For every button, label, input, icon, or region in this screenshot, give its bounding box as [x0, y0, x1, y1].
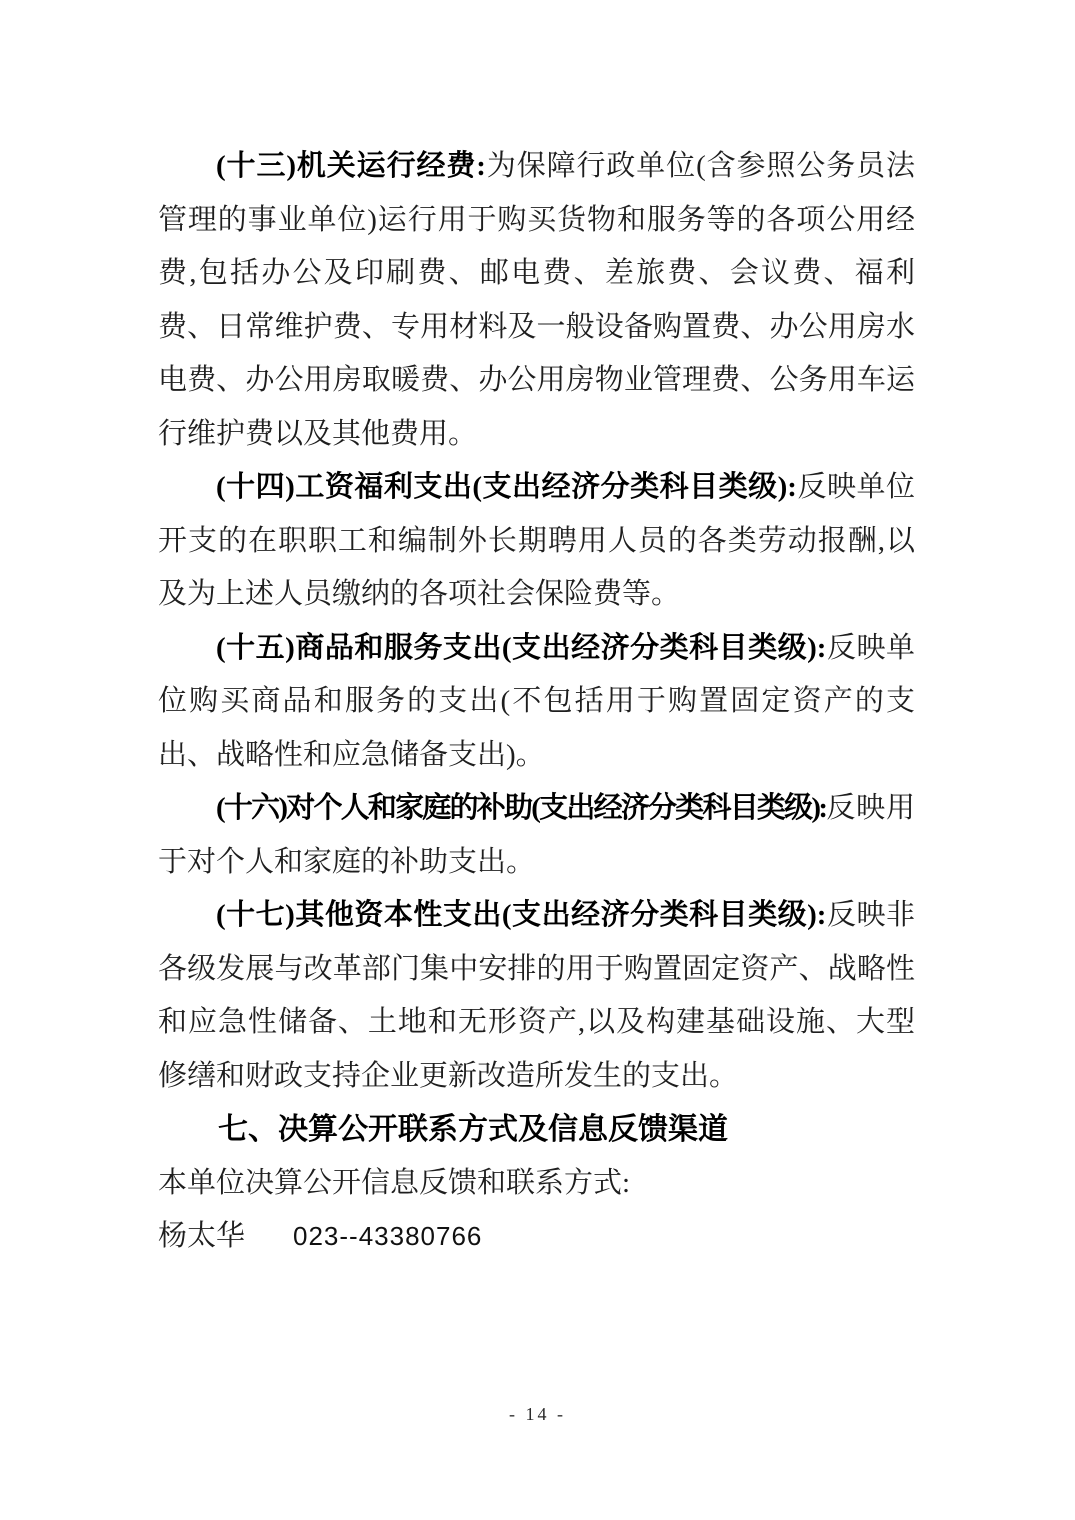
paragraph-item-16	[158, 782, 915, 889]
paragraph-lead: (十七)其他资本性支出(支出经济分类科目类级):	[216, 899, 827, 931]
paragraph-body: 反映用于对个人和家庭的补助支出。	[158, 792, 915, 878]
contact-name: 杨太华	[158, 1220, 246, 1252]
paragraph-item-17	[158, 889, 915, 1103]
page-content	[158, 140, 915, 1264]
contact-line	[158, 1210, 915, 1264]
paragraph-item-15	[158, 622, 915, 783]
paragraph-item-14	[158, 461, 915, 622]
paragraph-body: 为保障行政单位(含参照公务员法管理的事业单位)运行用于购买货物和服务等的各项公用经费,包括办公及印刷费、邮电费、差旅费、会议费、福利费、日常维护费、专用材料及一般设备购置费、办公用房水电费、办公用房取暖费、办公用房物业管理费、公务用车运行维护费以及其他费用。	[158, 150, 915, 450]
paragraph-lead: (十三)机关运行经费:	[216, 150, 486, 182]
contact-intro: 本单位决算公开信息反馈和联系方式:	[158, 1166, 631, 1199]
paragraph-body: 反映单位开支的在职职工和编制外长期聘用人员的各类劳动报酬,以及为上述人员缴纳的各项社会保险费等。	[158, 471, 915, 610]
paragraph-item-13	[158, 140, 915, 461]
paragraph-lead: (十四)工资福利支出(支出经济分类科目类级):	[216, 471, 797, 503]
contact-phone: 023--43380766	[293, 1221, 483, 1251]
paragraph-body: 反映单位购买商品和服务的支出(不包括用于购置固定资产的支出、战略性和应急储备支出)。	[158, 631, 915, 771]
paragraph-lead: (十五)商品和服务支出(支出经济分类科目类级):	[216, 631, 827, 664]
section-heading: 七、决算公开联系方式及信息反馈渠道	[218, 1113, 728, 1146]
page-number: - 14 -	[509, 1404, 566, 1424]
paragraph-body: 反映非各级发展与改革部门集中安排的用于购置固定资产、战略性和应急性储备、土地和无形资产,以及构建基础设施、大型修缮和财政支持企业更新改造所发生的支出。	[158, 899, 915, 1092]
paragraph-lead: (十六)对个人和家庭的补助(支出经济分类科目类级):	[216, 792, 826, 824]
